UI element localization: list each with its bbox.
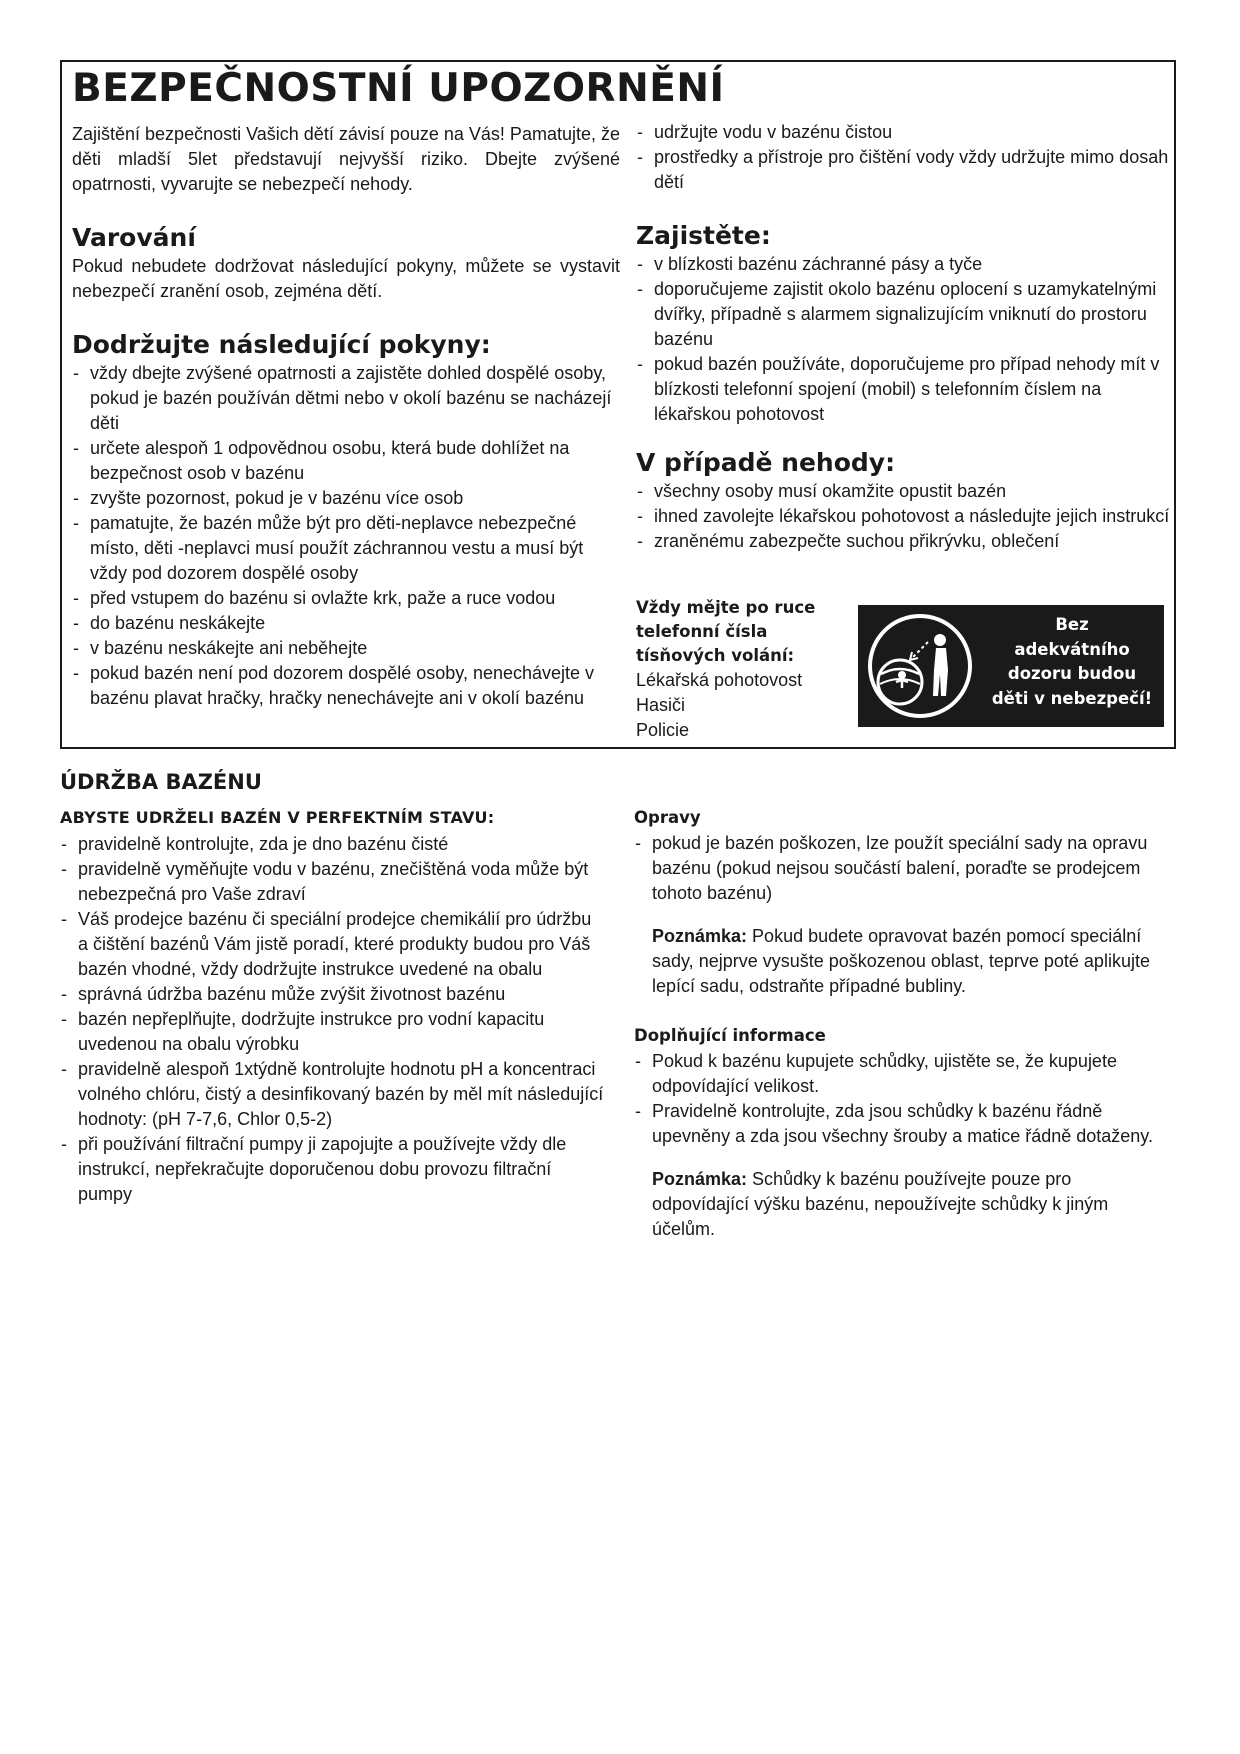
accident-list	[636, 479, 1171, 554]
emergency-item-police: Policie	[636, 720, 690, 740]
additional-list	[634, 1049, 1164, 1149]
list-item: - vždy dbejte zvýšené opatrnosti a zajistěte dohled dospělé osoby, pokud je bazén používán dětmi nebo v okolí bazénu se nacházejí děti	[72, 361, 620, 436]
sign-line: adekvátního	[1014, 639, 1130, 659]
list-item: - v blízkosti bazénu záchranné pásy a tyče	[636, 252, 1171, 277]
warning-text: Pokud nebudete dodržovat následující pokyny, můžete se vystavit nebezpečí zranění osob, zejména dětí.	[72, 256, 620, 301]
additional-note	[634, 1167, 1164, 1242]
list-item: - doporučujeme zajistit okolo bazénu oplocení s uzamykatelnými dvířky, případně s alarmem signalizujícím vniknutí do prostoru bazénu	[636, 277, 1171, 352]
list-item: - v bazénu neskákejte ani neběhejte	[72, 636, 620, 661]
accident-heading: V případě nehody:	[636, 448, 896, 477]
list-item: - udržujte vodu v bazénu čistou	[636, 120, 1171, 145]
maintenance-title: ÚDRŽBA BAZÉNU	[60, 770, 262, 794]
list-item: - do bazénu neskákejte	[72, 611, 620, 636]
ensure-heading: Zajistěte:	[636, 221, 771, 250]
list-item: - určete alespoň 1 odpovědnou osobu, která bude dohlížet na bezpečnost osob v bazénu	[72, 436, 620, 486]
list-item: - bazén nepřeplňujte, dodržujte instrukce pro vodní kapacitu uvedenou na obalu výrobku	[60, 1007, 605, 1057]
warning-heading: Varování	[72, 223, 196, 252]
list-item: - pravidelně kontrolujte, zda je dno bazénu čisté	[60, 832, 605, 857]
list-item: - správná údržba bazénu může zvýšit životnost bazénu	[60, 982, 605, 1007]
ensure-list	[636, 252, 1171, 427]
repairs-list	[634, 831, 1164, 906]
safety-left-column	[72, 122, 620, 711]
rules-list	[72, 361, 620, 711]
additional-heading: Doplňující informace	[634, 1026, 826, 1045]
sign-line: děti v nebezpečí!	[991, 688, 1153, 708]
sign-line: Bez	[1055, 615, 1089, 634]
emergency-heading-line: Vždy mějte po ruce	[636, 598, 816, 617]
note-label: Poznámka:	[652, 926, 748, 946]
list-item: - pravidelně alespoň 1xtýdně kontrolujte hodnotu pH a koncentraci volného chlóru, čistý a desinfikovaný bazén by měl mít následující hodnoty: (pH 7-7,6, Chlor 0,5-2)	[60, 1057, 605, 1132]
child-supervision-icon	[866, 612, 974, 720]
list-item: - pokud je bazén poškozen, lze použít speciální sady na opravu bazénu (pokud nejsou součástí balení, poraďte se prodejcem tohoto bazénu)	[634, 831, 1164, 906]
sign-text	[982, 613, 1162, 711]
list-item: - prostředky a přístroje pro čištění vody vždy udržujte mimo dosah dětí	[636, 145, 1171, 195]
supervision-warning-sign	[858, 605, 1164, 727]
emergency-item-medical: Lékařská pohotovost	[636, 670, 803, 690]
list-item: - pokud bazén používáte, doporučujeme pro případ nehody mít v blízkosti telefonní spojení (mobil) s telefonním číslem na lékařskou pohotovost	[636, 352, 1171, 427]
repairs-heading: Opravy	[634, 808, 701, 827]
maintenance-subtitle: ABYSTE UDRŽELI BAZÉN V PERFEKTNÍM STAVU:	[60, 808, 495, 827]
list-item: - Pravidelně kontrolujte, zda jsou schůdky k bazénu řádně upevněny a zda jsou všechny šrouby a matice řádně dotaženy.	[634, 1099, 1164, 1149]
list-item: - pravidelně vyměňujte vodu v bazénu, znečištěná voda může být nebezpečná pro Vaše zdraví	[60, 857, 605, 907]
note-text: Pokud budete opravovat bazén pomocí speciální sady, nejprve vysušte poškozenou oblast, teprve poté aplikujte lepící sadu, odstraňte případné bubliny.	[652, 926, 1150, 996]
top-right-list	[636, 120, 1171, 195]
safety-warning-box	[60, 60, 1176, 749]
list-item: - při používání filtrační pumpy ji zapojujte a používejte vždy dle instrukcí, nepřekračujte doporučenou dobu provozu filtrační pumpy	[60, 1132, 605, 1207]
emergency-item-fire: Hasiči	[636, 695, 686, 715]
sign-line: dozoru budou	[1007, 664, 1137, 683]
list-item: - Váš prodejce bazénu či speciální prodejce chemikálií pro údržbu a čištění bazénů Vám jistě poradí, které produkty budou pro Váš bazén vhodné, vždy dodržujte instrukce uvedené na obalu	[60, 907, 605, 982]
list-item: - před vstupem do bazénu si ovlažte krk, paže a ruce vodou	[72, 586, 620, 611]
emergency-heading-line: telefonní čísla	[636, 622, 768, 641]
list-item: - Pokud k bazénu kupujete schůdky, ujistěte se, že kupujete odpovídající velikost.	[634, 1049, 1164, 1099]
list-item: - pokud bazén není pod dozorem dospělé osoby, nenechávejte v bazénu plavat hračky, hračky nenechávejte ani v okolí bazénu	[72, 661, 620, 711]
list-item: - všechny osoby musí okamžite opustit bazén	[636, 479, 1171, 504]
list-item: - ihned zavolejte lékařskou pohotovost a následujte jejich instrukcí	[636, 504, 1171, 529]
emergency-heading-line: tísňových volání:	[636, 646, 795, 665]
list-item: - zraněnému zabezpečte suchou přikrývku, oblečení	[636, 529, 1171, 554]
safety-right-column	[636, 120, 1171, 554]
list-item: - pamatujte, že bazén může být pro děti-neplavce nebezpečné místo, děti -neplavci musí použít záchrannou vestu a musí být vždy pod dozorem dospělé osoby	[72, 511, 620, 586]
page-title: BEZPEČNOSTNÍ UPOZORNĚNÍ	[72, 66, 725, 111]
safety-intro: Zajištění bezpečnosti Vašich dětí závisí pouze na Vás! Pamatujte, že děti mladší 5let představují nejvyšší riziko. Dbejte zvýšené opatrnosti, vyvarujte se nebezpečí nehody.	[72, 124, 620, 194]
repairs-note	[634, 924, 1164, 999]
list-item: - zvyšte pozornost, pokud je v bazénu více osob	[72, 486, 620, 511]
emergency-numbers	[636, 596, 836, 743]
maintenance-list	[60, 832, 605, 1207]
maintenance-left-column	[60, 832, 605, 1207]
note-text: Schůdky k bazénu používejte pouze pro odpovídající výšku bazénu, nepoužívejte schůdky k jiným účelům.	[652, 1169, 1109, 1239]
note-label: Poznámka:	[652, 1169, 748, 1189]
maintenance-right-column	[634, 805, 1164, 1260]
rules-heading: Dodržujte následující pokyny:	[72, 330, 491, 359]
